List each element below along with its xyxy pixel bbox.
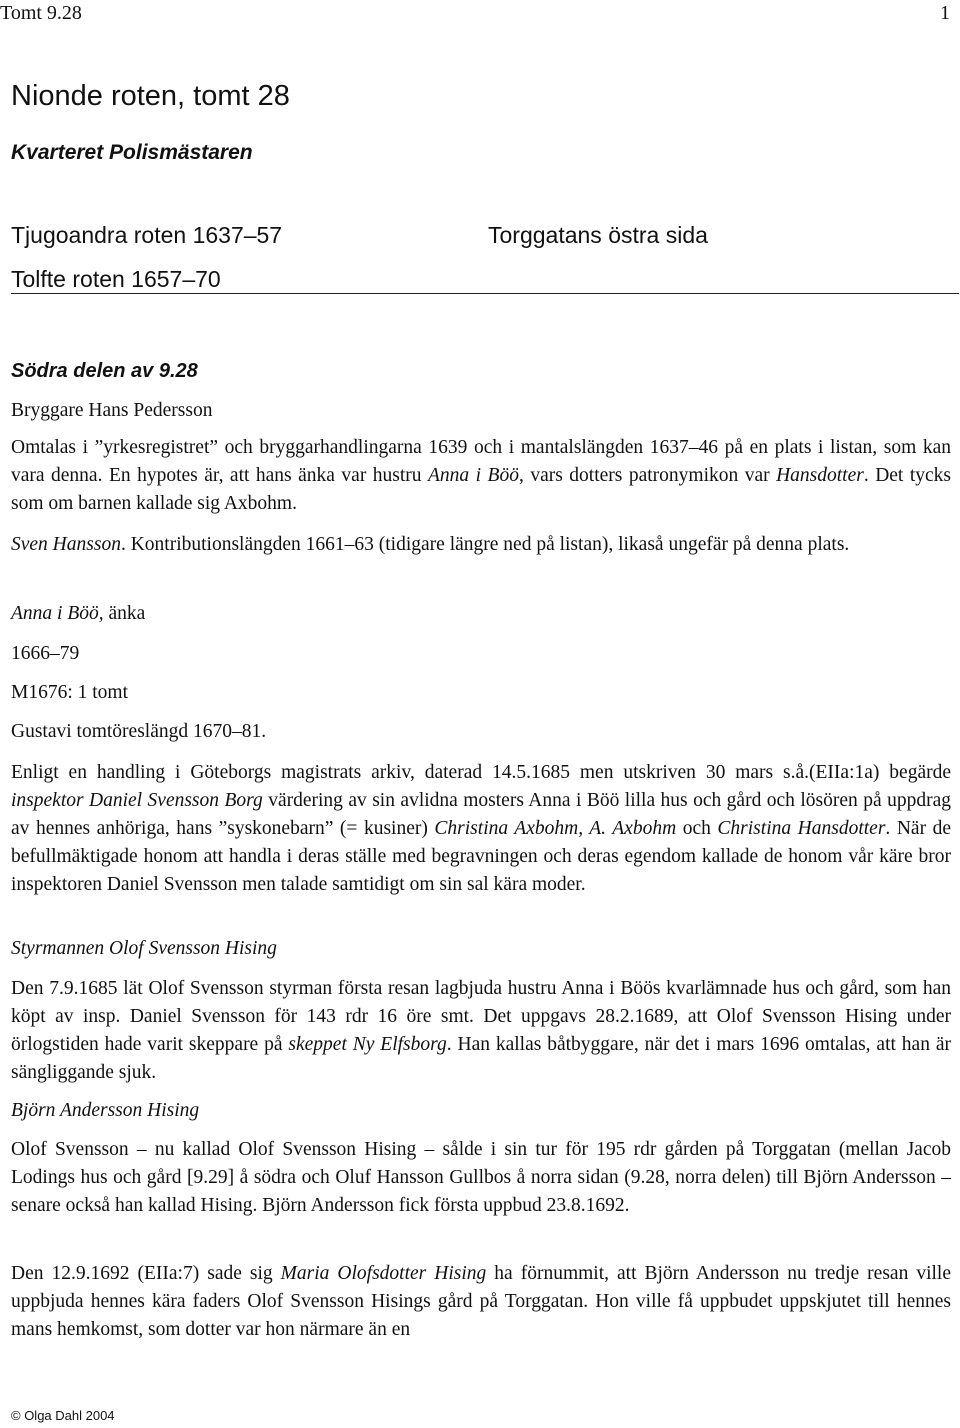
person-name: inspektor Daniel Svensson Borg bbox=[11, 790, 263, 811]
copyright-footer: © Olga Dahl 2004 bbox=[11, 1408, 115, 1423]
paragraph-olof-svensson bbox=[11, 975, 951, 1087]
paragraph-hans-pedersson bbox=[11, 434, 951, 518]
text-span: Enligt en handling i Göteborgs magistrats arkiv, daterad 14.5.1685 men utskriven 30 mars s.å.(EIIa:1a) begärde bbox=[11, 762, 951, 783]
text-span: Omtalas i ”yrkesregistret” och bryggarhandlingarna 1639 och i mantalslängden 1637–46 på en plats i listan, som kan vara denna. En hypotes är, att hans änka var hustru bbox=[11, 437, 951, 486]
person-name: Anna i Böö, bbox=[11, 603, 104, 624]
person-name: Björn Andersson Hising bbox=[11, 1100, 200, 1121]
text-span: värdering av sin avlidna mosters Anna i Böö lilla hus och gård och lösören på uppdrag av hennes anhöriga, hans ”syskonebarn” (= kusiner) bbox=[11, 790, 951, 839]
person-name: Hansdotter bbox=[776, 465, 864, 486]
paragraph-sven-hansson bbox=[11, 531, 951, 559]
entry-heading-hans-pedersson: Bryggare Hans Pedersson bbox=[11, 400, 213, 421]
roten-line-2: Tolfte roten 1657–70 bbox=[11, 266, 221, 292]
person-name: Christina Hansdotter bbox=[717, 818, 886, 839]
entry-heading-olof-svensson bbox=[11, 935, 951, 963]
page-title: Nionde roten, tomt 28 bbox=[11, 80, 290, 112]
person-name: Anna i Böö bbox=[428, 465, 519, 486]
street-side: Torggatans östra sida bbox=[488, 222, 708, 248]
person-name: Christina Axbohm, A. Axbohm bbox=[434, 818, 677, 839]
text-span: Den 7.9.1685 lät Olof Svensson styrman första resan lagbjuda hustru Anna i Böös kvarlämnade hus och gård, som han köpt av insp. Daniel Svensson för 143 rdr 16 öre smt. Det uppgavs 28.2.1689, att Olof Svensson Hising under örlogstiden hade varit skeppare på bbox=[11, 978, 951, 1055]
person-name: Maria Olofsdotter Hising bbox=[280, 1263, 487, 1284]
text-span: . Det tycks som om barnen kallade sig Axbohm. bbox=[11, 465, 951, 514]
person-name: Sven Hansson bbox=[11, 534, 121, 555]
text-span: , vars dotters patronymikon var bbox=[518, 465, 777, 486]
text-span: . Han kallas båtbyggare, när det i mars 1696 omtalas, att han är sängliggande sjuk. bbox=[11, 1034, 951, 1083]
page-number: 1 bbox=[940, 2, 950, 24]
entry-years: 1666–79 bbox=[11, 643, 80, 664]
paragraph-bjorn-andersson-1: Olof Svensson – nu kallad Olof Svensson Hising – sålde i sin tur för 195 rdr gården på Torggatan (mellan Jacob Lodings hus och gård [9.29] å södra och Oluf Hansson Gullbos å norra sidan (9.28, norra delen) till Björn Andersson – senare också han kallad Hising. Björn Andersson fick första uppbud 23.8.1692. bbox=[11, 1139, 951, 1216]
text-span: och bbox=[676, 818, 718, 839]
ship-name: skeppet Ny Elfsborg bbox=[288, 1034, 447, 1055]
entry-heading-anna-i-boo bbox=[11, 600, 951, 628]
text-span: . När de befullmäktigade honom att handla i deras ställe med begravningen och deras egendom kallade de honom vår käre bror inspektoren Daniel Svensson men talade samtidigt om sin sal kära moder. bbox=[11, 818, 952, 895]
text-span: änka bbox=[103, 603, 146, 624]
section-heading: Södra delen av 9.28 bbox=[11, 360, 198, 382]
text-span: . Kontributionslängden 1661–63 (tidigare längre ned på listan), likaså ungefär på denna plats. bbox=[120, 534, 850, 555]
running-header bbox=[0, 0, 960, 26]
paragraph-bjorn-andersson-2 bbox=[11, 1260, 951, 1344]
roten-line-1: Tjugoandra roten 1637–57 bbox=[11, 222, 283, 248]
running-title: Tomt 9.28 bbox=[0, 2, 82, 24]
entry-mantal: M1676: 1 tomt bbox=[11, 682, 129, 703]
text-span: ha förnummit, att Björn Andersson nu tredje resan ville uppbjuda hennes kära faders Olof Svensson Hisings gård på Torggatan. Hon ville få uppbudet uppskjutet till hennes mans hemkomst, som dotter var hon närmare än en bbox=[11, 1263, 951, 1340]
page-subtitle: Kvarteret Polismästaren bbox=[11, 141, 253, 164]
paragraph-anna-i-boo bbox=[11, 759, 951, 899]
entry-gustavi: Gustavi tomtöreslängd 1670–81. bbox=[11, 721, 267, 742]
entry-heading-bjorn-andersson bbox=[11, 1097, 951, 1125]
person-name: Styrmannen Olof Svensson Hising bbox=[11, 938, 277, 959]
text-span: Den 12.9.1692 (EIIa:7) sade sig bbox=[11, 1263, 281, 1284]
header-divider bbox=[11, 293, 959, 294]
